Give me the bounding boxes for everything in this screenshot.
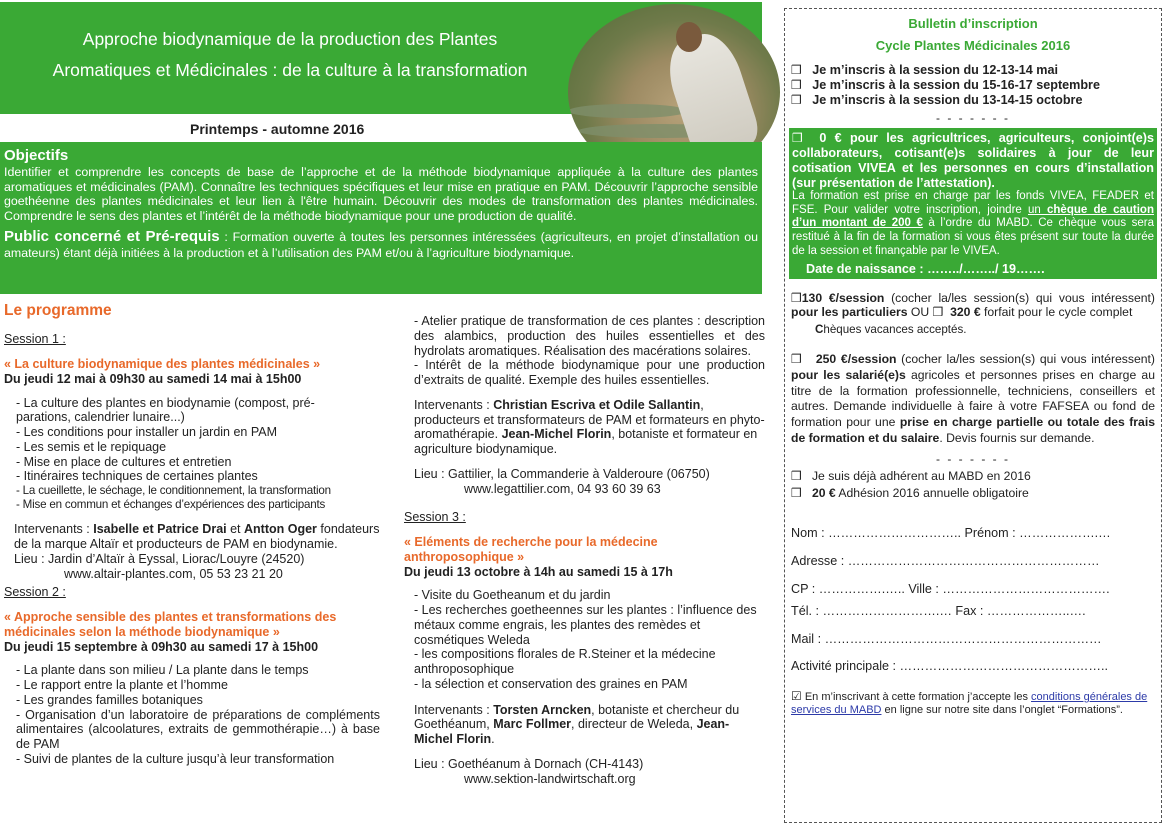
list-item: - La cueillette, le séchage, le conditionnement, la transformation [16, 484, 331, 498]
session3-date: Du jeudi 13 octobre à 14h au samedi 15 à 17h [404, 564, 673, 579]
list-item: - La culture des plantes en biodynamie (compost, pré- [16, 395, 315, 410]
objectives-heading: Objectifs [4, 147, 69, 164]
session1-intervenants: Intervenants : Isabelle et Patrice Drai et Antton Oger fondateurs de la marque Altaïr et producteurs de PAM en biodynamie. [14, 522, 380, 552]
session-option-1[interactable]: ❒ Je m’inscris à la session du 12-13-14 mai [791, 63, 1058, 78]
list-item: - Organisation d’un laboratoire de préparations de compléments alimentaires (alcoolatures, extraits de gemmothérapie…) à base de PAM [16, 707, 380, 752]
registration-form [784, 8, 1162, 823]
session1-items [16, 396, 380, 512]
activite-field[interactable]: Activité principale : ………………………………………….. [791, 659, 1108, 674]
list-item: - Les semis et le repiquage [16, 439, 167, 454]
tel-fax-field[interactable] [791, 604, 1155, 619]
checkbox-icon[interactable]: ❒ [791, 92, 802, 107]
cp-field[interactable]: CP : …………….….. [791, 581, 905, 596]
birthdate-field[interactable]: Date de naissance : ……../……../ 19……. [806, 262, 1045, 277]
session2-date: Du jeudi 15 septembre à 09h30 au samedi 17 à 15h00 [4, 639, 319, 654]
list-item: - Atelier pratique de transformation de ces plantes : description des alambics, production des huiles essentielles et des hydrolats aromatiques. Réalisation des macérations solaires. [414, 314, 765, 358]
list-item: - Visite du Goetheanum et du jardin [414, 588, 611, 603]
checkbox-icon[interactable]: ❒ [791, 63, 802, 78]
individual-option[interactable]: ❒130 €/session (cocher la/les session(s) qui vous intéressent) pour les particuliers OU ❒ 320 € forfait pour le cycle complet [791, 291, 1155, 320]
session3-items [414, 588, 765, 691]
ville-field[interactable]: Ville : …………………………………. [904, 581, 1110, 596]
session1-title: « La culture biodynamique des plantes médicinales » [4, 357, 321, 372]
list-item: - Les conditions pour installer un jardin en PAM [16, 425, 278, 440]
objectives-text: Identifier et comprendre les concepts de base de l’approche et de la méthode biodynamique appliquée à la culture des plantes aromatiques et médicinales (PAM). Connaître les techniques spécifiques et leur mise en pratique en PAM. Découvrir l’approche sensible goethéenne des plantes médicinales et leur lien à l'être humain. Découvrir des modes de transformation des plantes médicinales. Comprendre le sens des plantes et l’intérêt de la méthode biodynamique pour une production de qualité. [4, 164, 758, 224]
nom-field[interactable]: Nom : ………………………….. [791, 526, 965, 541]
free-option-details: La formation est prise en charge par les fonds VIVEA, FEADER et FSE. Pour valider votre inscription, joindre un chèque de caution d’un montant de 200 € à l’ordre du MABD. Ce chèque vous sera restitué à la fin de la formation si vous êtes présent sur toute la durée de la session et finançable par le VIVEA. [792, 190, 1154, 257]
list-item: - Intérêt de la méthode biodynamique pour une production d’extraits de qualité. Exemple des huiles essentielles. [414, 358, 765, 387]
public-text: : Formation ouverte à toutes les personnes intéressées (agriculteurs, en projet d’installation ou amateurs) étant déjà initiées à la production et à l’utilisation des PAM et/ou à l’agriculture biodynamique. [4, 230, 758, 261]
session1-website: www.altair-plantes.com, 05 53 23 21 20 [64, 566, 283, 581]
checkbox-icon[interactable]: ❒ [792, 130, 803, 145]
list-item: - Itinéraires techniques de certaines plantes [16, 469, 258, 484]
list-item: - Mise en commun et échanges d’expériences des participants [16, 497, 326, 511]
season-label: Printemps - automne 2016 [190, 121, 365, 137]
checkbox-icon[interactable]: ❒ [932, 305, 944, 320]
name-field[interactable] [791, 526, 1155, 541]
tel-field[interactable]: Tél. : ……………………….… [791, 603, 952, 618]
session3-lieu: Lieu : Goethéanum à Dornach (CH-4143) [414, 756, 644, 771]
checkbox-icon[interactable]: ❒ [791, 352, 802, 367]
session3-title: « Eléments de recherche pour la médecine anthroposophique » [404, 535, 658, 564]
mail-field[interactable]: Mail : ………………………………………………………… [791, 631, 1102, 646]
objectives-box [0, 142, 762, 294]
list-item: - Suivi de plantes de la culture jusqu’à leur transformation [16, 751, 335, 766]
session2-items [16, 663, 380, 766]
terms-link[interactable]: conditions générales de services du MABD [791, 691, 1148, 717]
free-option[interactable]: ❒ 0 € pour les agricultrices, agriculteurs, conjoint(e)s collaborateurs, cotisant(e)s solidaires à jour de leur cotisation VIVEA et les personnes en cours d’installation (sur présentation de l’attestation). [792, 130, 1155, 190]
list-item: - Mise en place de cultures et entretien [16, 454, 232, 469]
session-option-2[interactable]: ❒ Je m’inscris à la session du 15-16-17 septembre [791, 78, 1100, 93]
form-title: Bulletin d’inscription [908, 16, 1038, 31]
programme-heading: Le programme [4, 302, 112, 319]
checkbox-icon[interactable]: ❒ [791, 78, 802, 93]
cp-ville-field[interactable] [791, 582, 1155, 597]
session2-lieu: Lieu : Gattilier, la Commanderie à Valderoure (06750) [414, 466, 710, 481]
divider: - - - - - - - [936, 452, 1010, 467]
title-line-1: Approche biodynamique de la production des Plantes [82, 29, 498, 49]
cheques-vacances-note: Chèques vacances acceptés. [815, 322, 967, 336]
programme-column-1 [4, 302, 380, 767]
list-item: - les compositions florales de R.Steiner et la médecine anthroposophique [414, 647, 716, 676]
session2-label: Session 2 : [4, 585, 66, 600]
list-item: - Le rapport entre la plante et l’homme [16, 678, 228, 693]
prenom-field[interactable]: Prénom : ……………….… [964, 526, 1111, 541]
employee-option[interactable]: ❒ 250 €/session (cocher la/les session(s) qui vous intéressent) pour les salarié(e)s agricoles et personnes prises en charge au titre de la formation professionnelle, techniciens, conseillers et autres. Demande individuelle à faire à votre FAFSEA ou fond de formation pour une prise en charge partielle ou totale des frais de formation et du salaire. Devis fournis sur demande. [791, 352, 1155, 445]
programme-column-2 [404, 314, 765, 786]
session1-lieu: Lieu : Jardin d’Altaïr à Eyssal, Liorac/Louyre (24520) [14, 551, 305, 566]
adherent-option[interactable]: ❒ Je suis déjà adhérent au MABD en 2016 [791, 469, 1031, 484]
session-option-3[interactable]: ❒ Je m’inscris à la session du 13-14-15 octobre [791, 92, 1083, 107]
form-subtitle: Cycle Plantes Médicinales 2016 [875, 38, 1071, 54]
checkbox-icon[interactable]: ❒ [791, 291, 802, 306]
public-label: Public concerné et Pré-requis [4, 228, 220, 246]
session2-items-cont [414, 314, 765, 388]
divider: - - - - - - - [936, 110, 1010, 125]
checkbox-icon[interactable]: ❒ [791, 485, 802, 500]
list-item: - la sélection et conservation des graines en PAM [414, 676, 688, 691]
session3-label: Session 3 : [404, 510, 466, 525]
fax-field[interactable]: Fax : ………………..…. [951, 603, 1086, 618]
session3-website: www.sektion-landwirtschaft.org [464, 771, 636, 786]
session1-label: Session 1 : [4, 332, 66, 347]
adresse-field[interactable]: Adresse : …………………………………………………… [791, 553, 1100, 568]
checked-checkbox-icon[interactable]: ☑ [791, 689, 802, 704]
session1-date: Du jeudi 12 mai à 09h30 au samedi 14 mai à 15h00 [4, 371, 302, 386]
free-option-box [789, 128, 1157, 279]
public-section [4, 228, 758, 261]
list-item: parations, calendrier lunaire...) [16, 410, 185, 425]
title-line-2: Aromatiques et Médicinales : de la culture à la transformation [52, 60, 528, 80]
session3-intervenants: Intervenants : Torsten Arncken, botaniste et chercheur du Goethéanum, Marc Follmer, directeur de Weleda, Jean-Michel Florin. [414, 702, 740, 746]
adhesion-option[interactable]: ❒ 20 € Adhésion 2016 annuelle obligatoire [791, 485, 1029, 500]
terms-acceptance: ☑ En m’inscrivant à cette formation j’accepte les conditions générales de services du MABD en ligne sur notre site dans l’onglet “Formations”. [791, 689, 1148, 717]
session2-intervenants: Intervenants : Christian Escriva et Odile Sallantin, producteurs et transformateurs de PAM et formateurs en phyto-aromathérapie. Jean-Michel Florin, botaniste et formateur en agriculture biodynamique. [414, 397, 765, 456]
session2-title: « Approche sensible des plantes et transformations des médicinales selon la méthode biodynamique » [4, 610, 337, 639]
list-item: - La plante dans son milieu / La plante dans le temps [16, 663, 309, 678]
list-item: - Les grandes familles botaniques [16, 692, 203, 707]
list-item: - Les recherches goetheennes sur les plantes : l’influence des métaux comme engrais, les plantes des remèdes et cosmétiques Weleda [414, 603, 757, 647]
session2-website: www.legattilier.com, 04 93 60 39 63 [464, 481, 661, 496]
checkbox-icon[interactable]: ❒ [791, 469, 802, 484]
